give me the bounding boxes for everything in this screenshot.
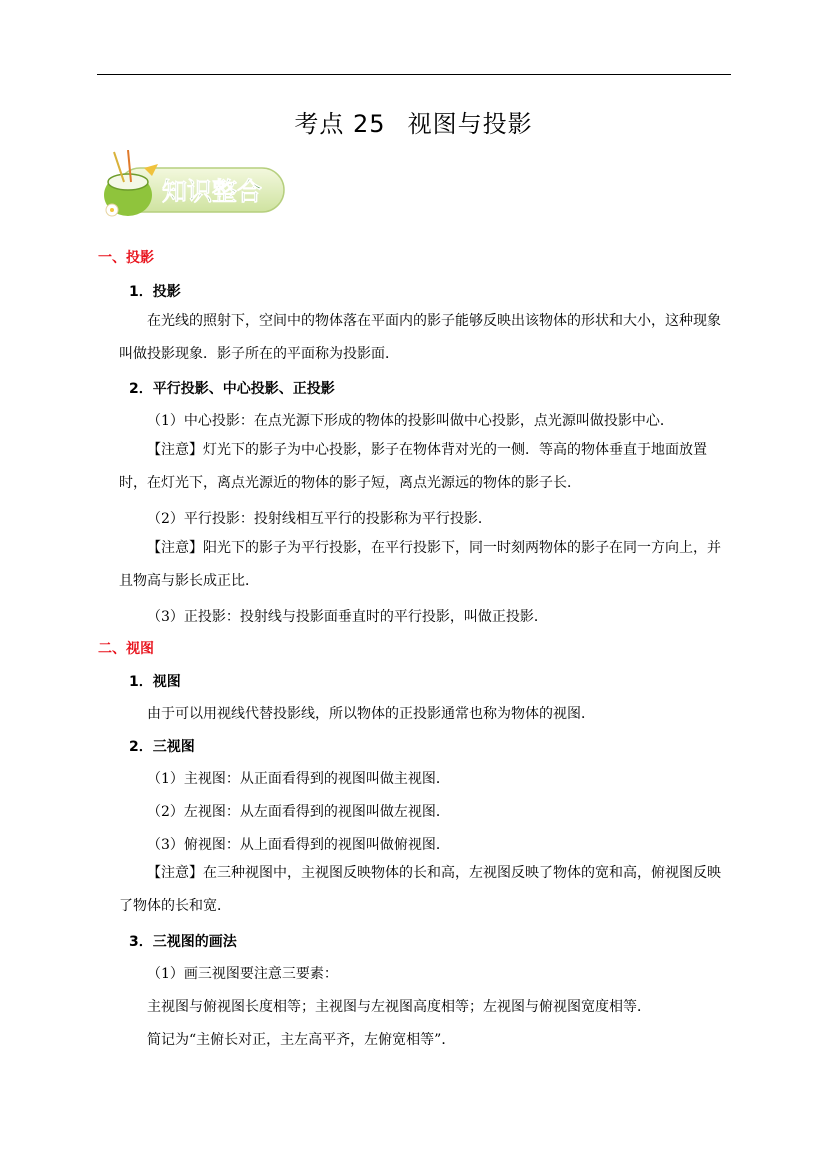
- paragraph-views-note: 【注意】在三种视图中，主视图反映物体的长和高，左视图反映了物体的宽和高，俯视图反映了物体的长和宽．: [119, 865, 721, 914]
- paragraph-parallel-note: 【注意】阳光下的影子为平行投影，在平行投影下，同一时刻两物体的影子在同一方向上，并且物高与影长成正比．: [119, 540, 721, 589]
- banner-text: 知识整合: [161, 177, 263, 206]
- line-orthographic-projection: （3）正投影：投射线与投影面垂直时的平行投影，叫做正投影．: [147, 609, 548, 625]
- subheading-views: 1．视图: [129, 674, 181, 690]
- subheading-drawing-method: 3．三视图的画法: [129, 934, 237, 950]
- line-central-projection: （1）中心投影：在点光源下形成的物体的投影叫做中心投影，点光源叫做投影中心．: [147, 413, 674, 429]
- knowledge-banner: [98, 150, 288, 224]
- line-views-definition: 由于可以用视线代替投影线，所以物体的正投影通常也称为物体的视图．: [147, 706, 595, 722]
- line-parallel-projection: （2）平行投影：投射线相互平行的投影称为平行投影．: [147, 511, 492, 527]
- subheading-projection: 1．投影: [129, 284, 181, 300]
- page-title: 考点 25 视图与投影: [294, 110, 533, 138]
- subheading-three-views: 2．三视图: [129, 739, 195, 755]
- section-heading-projection: 一、投影: [98, 250, 154, 266]
- line-mnemonic: 简记为“主俯长对正，主左高平齐，左俯宽相等”．: [147, 1032, 456, 1048]
- section-heading-views: 二、视图: [98, 641, 154, 657]
- line-top-view: （3）俯视图：从上面看得到的视图叫做俯视图．: [147, 837, 450, 853]
- line-three-elements: （1）画三视图要注意三要素：: [147, 966, 338, 982]
- paragraph-projection-definition: 在光线的照射下，空间中的物体落在平面内的影子能够反映出该物体的形状和大小，这种现象叫做投影现象．影子所在的平面称为投影面．: [119, 313, 721, 362]
- subheading-projection-types: 2．平行投影、中心投影、正投影: [129, 381, 335, 397]
- line-left-view: （2）左视图：从左面看得到的视图叫做左视图．: [147, 804, 450, 820]
- line-equal-dimensions: 主视图与俯视图长度相等；主视图与左视图高度相等；左视图与俯视图宽度相等．: [147, 999, 651, 1015]
- header-rule: [97, 74, 731, 75]
- paragraph-central-note: 【注意】灯光下的影子为中心投影，影子在物体背对光的一侧．等高的物体垂直于地面放置时，在灯光下，离点光源近的物体的影子短，离点光源远的物体的影子长．: [119, 442, 707, 491]
- line-front-view: （1）主视图：从正面看得到的视图叫做主视图．: [147, 771, 450, 787]
